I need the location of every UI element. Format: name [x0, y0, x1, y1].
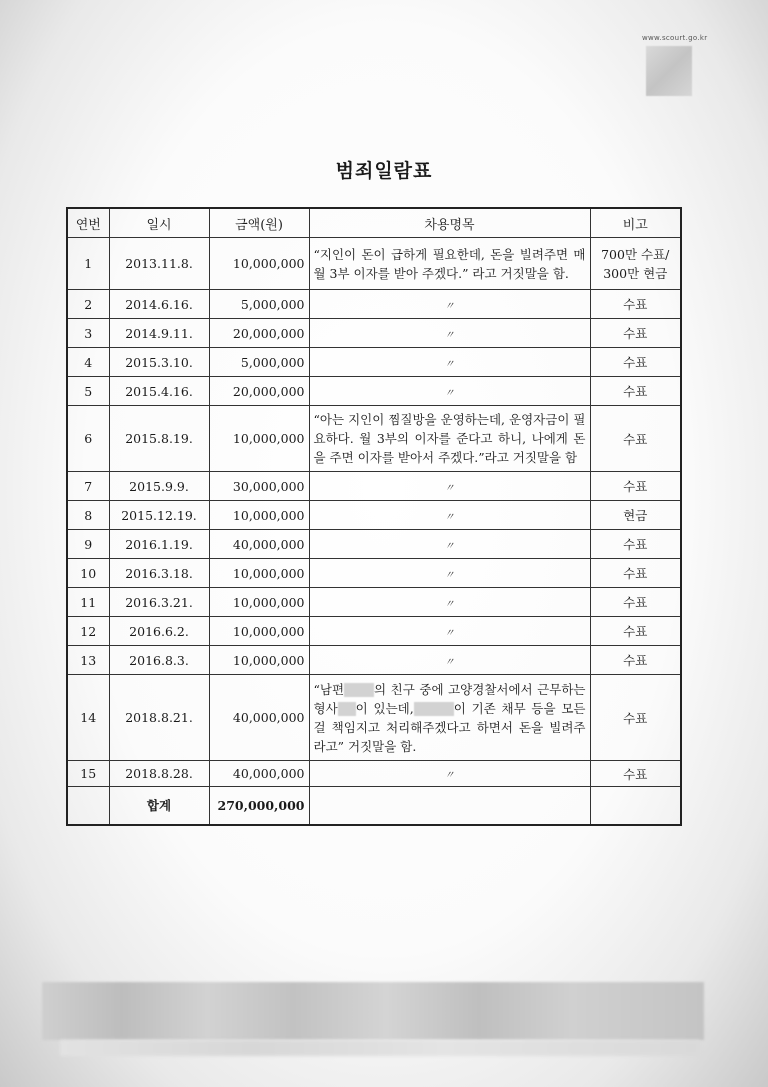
row-amount: 40,000,000: [209, 761, 309, 787]
total-empty-cell: [67, 787, 109, 825]
header-no: 연번: [67, 208, 109, 238]
row-date: 2015.4.16.: [109, 377, 209, 406]
row-no: 12: [67, 617, 109, 646]
row-amount: 20,000,000: [209, 319, 309, 348]
row-purpose-ditto: 〃: [309, 617, 590, 646]
row-date: 2015.9.9.: [109, 472, 209, 501]
purpose-text-part: 의 친구 중에 고양경찰서에서 근무하는 형사: [313, 681, 586, 716]
row-purpose: “지인이 돈이 급하게 필요한데, 돈을 빌려주면 매월 3부 이자를 받아 주겠다.” 라고 거짓말을 함.: [309, 238, 590, 290]
row-date: 2016.3.21.: [109, 588, 209, 617]
row-purpose: [309, 675, 590, 761]
table-row: [67, 238, 681, 290]
row-no: 9: [67, 530, 109, 559]
row-note: 수표: [590, 588, 681, 617]
total-row: [67, 787, 681, 825]
row-no: 15: [67, 761, 109, 787]
row-amount: 10,000,000: [209, 406, 309, 472]
row-note: 수표: [590, 377, 681, 406]
row-no: 10: [67, 559, 109, 588]
row-purpose-ditto: 〃: [309, 646, 590, 675]
row-purpose-ditto: 〃: [309, 377, 590, 406]
row-date: 2014.9.11.: [109, 319, 209, 348]
corner-website-text: www.scourt.go.kr: [642, 34, 708, 42]
row-amount: 10,000,000: [209, 588, 309, 617]
row-note: 700만 수표/ 300만 현금: [590, 238, 681, 290]
table-row: [67, 559, 681, 588]
row-no: 4: [67, 348, 109, 377]
row-note: 수표: [590, 348, 681, 377]
row-note: 수표: [590, 406, 681, 472]
row-purpose-ditto: 〃: [309, 501, 590, 530]
row-amount: 40,000,000: [209, 530, 309, 559]
row-no: 5: [67, 377, 109, 406]
row-date: 2018.8.21.: [109, 675, 209, 761]
table-row: [67, 588, 681, 617]
table-header-row: [67, 208, 681, 238]
row-amount: 20,000,000: [209, 377, 309, 406]
row-date: 2014.6.16.: [109, 290, 209, 319]
total-label: 합계: [109, 787, 209, 825]
row-purpose-ditto: 〃: [309, 559, 590, 588]
purpose-text-part: 이 기존 채무 등을 모든 걸 책임지고 처리해주겠다고 하면서 돈을 빌려주라고” 거짓말을 함.: [313, 700, 586, 754]
row-no: 11: [67, 588, 109, 617]
row-purpose: “아는 지인이 찜질방을 운영하는데, 운영자금이 필요하다. 월 3부의 이자를 준다고 하니, 나에게 돈을 주면 이자를 받아서 주겠다.”라고 거짓말을 함: [309, 406, 590, 472]
redaction-block: [344, 683, 374, 697]
row-no: 1: [67, 238, 109, 290]
row-date: 2015.12.19.: [109, 501, 209, 530]
header-date: 일시: [109, 208, 209, 238]
table-row: [67, 290, 681, 319]
row-amount: 5,000,000: [209, 290, 309, 319]
row-purpose-ditto: 〃: [309, 290, 590, 319]
table-row: [67, 377, 681, 406]
header-purpose: 차용명목: [309, 208, 590, 238]
table-row: [67, 675, 681, 761]
table-row: [67, 646, 681, 675]
document-title: 범죄일람표: [335, 160, 433, 182]
table-row: [67, 617, 681, 646]
row-no: 2: [67, 290, 109, 319]
row-amount: 30,000,000: [209, 472, 309, 501]
header-amount: 금액(원): [209, 208, 309, 238]
row-amount: 5,000,000: [209, 348, 309, 377]
table-row: [67, 530, 681, 559]
row-no: 8: [67, 501, 109, 530]
total-amount: 270,000,000: [209, 787, 309, 825]
row-date: 2015.8.19.: [109, 406, 209, 472]
row-note: 수표: [590, 472, 681, 501]
row-purpose-ditto: 〃: [309, 588, 590, 617]
row-note: 수표: [590, 530, 681, 559]
table-row: [67, 319, 681, 348]
header-note: 비고: [590, 208, 681, 238]
row-note: 수표: [590, 559, 681, 588]
row-purpose-ditto: 〃: [309, 761, 590, 787]
redaction-block: [414, 702, 454, 716]
row-date: 2015.3.10.: [109, 348, 209, 377]
row-amount: 10,000,000: [209, 646, 309, 675]
purpose-text-part: 이 있는데,: [355, 700, 414, 716]
total-empty-cell: [590, 787, 681, 825]
row-note: 수표: [590, 761, 681, 787]
row-amount: 10,000,000: [209, 238, 309, 290]
table-row: [67, 406, 681, 472]
footer-redaction-lower: [60, 1040, 700, 1056]
row-note: 수표: [590, 290, 681, 319]
row-purpose-ditto: 〃: [309, 530, 590, 559]
row-amount: 10,000,000: [209, 559, 309, 588]
row-purpose-ditto: 〃: [309, 472, 590, 501]
row-amount: 40,000,000: [209, 675, 309, 761]
row-purpose-ditto: 〃: [309, 348, 590, 377]
row-note: 수표: [590, 646, 681, 675]
row-date: 2016.8.3.: [109, 646, 209, 675]
row-amount: 10,000,000: [209, 617, 309, 646]
row-note: 수표: [590, 675, 681, 761]
row-amount: 10,000,000: [209, 501, 309, 530]
table-row: [67, 348, 681, 377]
row-date: 2013.11.8.: [109, 238, 209, 290]
row-no: 3: [67, 319, 109, 348]
row-date: 2016.6.2.: [109, 617, 209, 646]
row-no: 7: [67, 472, 109, 501]
row-date: 2016.3.18.: [109, 559, 209, 588]
redaction-block: [338, 702, 356, 716]
footer-redaction: [42, 982, 704, 1040]
purpose-text-part: “남편: [313, 681, 345, 697]
row-no: 14: [67, 675, 109, 761]
row-purpose-ditto: 〃: [309, 319, 590, 348]
row-date: 2016.1.19.: [109, 530, 209, 559]
row-date: 2018.8.28.: [109, 761, 209, 787]
row-no: 13: [67, 646, 109, 675]
row-note: 수표: [590, 617, 681, 646]
row-note: 현금: [590, 501, 681, 530]
corner-redaction: [646, 46, 692, 96]
row-note: 수표: [590, 319, 681, 348]
table-row: [67, 472, 681, 501]
crime-list-table: [66, 207, 682, 826]
total-empty-cell: [309, 787, 590, 825]
table-row: [67, 761, 681, 787]
row-no: 6: [67, 406, 109, 472]
table-row: [67, 501, 681, 530]
